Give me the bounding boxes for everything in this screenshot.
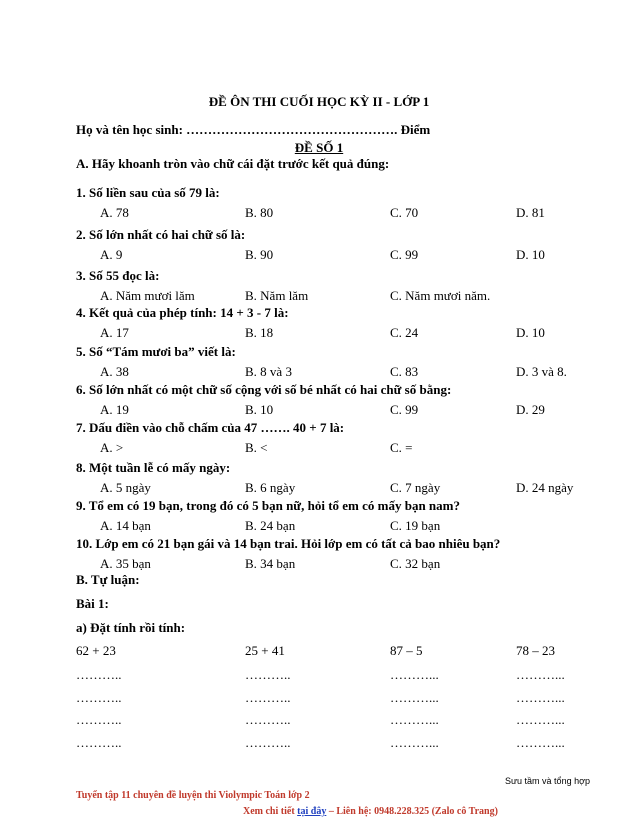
question-2: 2. Số lớn nhất có hai chữ số là:: [76, 227, 246, 242]
question-8-option-a[interactable]: A. 5 ngày: [100, 480, 151, 495]
question-2-option-a[interactable]: A. 9: [100, 247, 123, 262]
question-2-option-d[interactable]: D. 10: [516, 247, 545, 262]
work-line[interactable]: ………...: [390, 735, 439, 750]
question-8-option-d[interactable]: D. 24 ngày: [516, 480, 574, 495]
work-line[interactable]: ………..: [76, 667, 122, 682]
question-4-option-b[interactable]: B. 18: [245, 325, 274, 340]
footer-contact-text: – Liên hệ: 0948.228.325 (Zalo cô Trang): [326, 806, 498, 817]
question-4-option-a[interactable]: A. 17: [100, 325, 129, 340]
question-6-option-d[interactable]: D. 29: [516, 402, 545, 417]
work-line[interactable]: ………..: [76, 690, 122, 705]
footer-prefix: Xem chi tiết: [243, 806, 298, 817]
question-3: 3. Số 55 đọc là:: [76, 268, 160, 283]
question-9-option-a[interactable]: A. 14 bạn: [100, 518, 151, 533]
question-8: 8. Một tuần lễ có mấy ngày:: [76, 460, 231, 475]
question-5-option-c[interactable]: C. 83: [390, 364, 419, 379]
work-line[interactable]: ………...: [390, 690, 439, 705]
exam-number: ĐỀ SỐ 1: [294, 140, 344, 155]
question-8-option-b[interactable]: B. 6 ngày: [245, 480, 296, 495]
footer-collection-title: Tuyển tập 11 chuyên đề luyện thi Violympic Toán lớp 2: [76, 790, 310, 801]
question-4-option-d[interactable]: D. 10: [516, 325, 545, 340]
question-6-option-b[interactable]: B. 10: [245, 402, 274, 417]
section-b-heading: B. Tự luận:: [76, 572, 140, 587]
footer-contact: [243, 806, 498, 817]
question-9: 9. Tổ em có 19 bạn, trong đó có 5 bạn nữ, hỏi tổ em có mấy bạn nam?: [76, 498, 460, 513]
question-2-option-c[interactable]: C. 99: [390, 247, 419, 262]
work-line[interactable]: ………...: [516, 735, 565, 750]
question-7-option-b[interactable]: B. <: [245, 440, 268, 455]
calc-2: 25 + 41: [245, 643, 285, 658]
question-5: 5. Số “Tám mươi ba” viết là:: [76, 344, 236, 359]
question-1: 1. Số liền sau của số 79 là:: [76, 185, 220, 200]
question-7: 7. Dấu điền vào chỗ chấm của 47 ……. 40 + 7 là:: [76, 420, 345, 435]
question-6-option-c[interactable]: C. 99: [390, 402, 419, 417]
question-4: 4. Kết quả của phép tính: 14 + 3 - 7 là:: [76, 305, 289, 320]
question-9-option-b[interactable]: B. 24 bạn: [245, 518, 296, 533]
student-name-line: Họ và tên học sinh: …………………………………………. Điểm: [76, 122, 431, 137]
question-8-option-c[interactable]: C. 7 ngày: [390, 480, 441, 495]
footer-link[interactable]: tại đây: [297, 806, 327, 817]
section-a-heading: A. Hãy khoanh tròn vào chữ cái đặt trước kết quả đúng:: [76, 156, 390, 171]
calc-4: 78 – 23: [516, 643, 555, 658]
question-10-option-a[interactable]: A. 35 bạn: [100, 556, 151, 571]
work-line[interactable]: ………...: [516, 712, 565, 727]
question-6: 6. Số lớn nhất có một chữ số cộng với số bé nhất có hai chữ số bằng:: [76, 382, 452, 397]
question-1-option-b[interactable]: B. 80: [245, 205, 274, 220]
work-line[interactable]: ………...: [516, 690, 565, 705]
work-line[interactable]: ………...: [516, 667, 565, 682]
question-1-option-d[interactable]: D. 81: [516, 205, 545, 220]
question-5-option-d[interactable]: D. 3 và 8.: [516, 364, 567, 379]
question-7-option-c[interactable]: C. =: [390, 440, 413, 455]
calc-3: 87 – 5: [390, 643, 423, 658]
calc-1: 62 + 23: [76, 643, 116, 658]
work-line[interactable]: ………..: [245, 667, 291, 682]
exercise-1-heading: Bài 1:: [76, 596, 109, 611]
question-1-option-a[interactable]: A. 78: [100, 205, 129, 220]
work-line[interactable]: ………..: [245, 712, 291, 727]
question-5-option-a[interactable]: A. 38: [100, 364, 129, 379]
question-2-option-b[interactable]: B. 90: [245, 247, 274, 262]
question-10-option-b[interactable]: B. 34 bạn: [245, 556, 296, 571]
work-line[interactable]: ………...: [390, 712, 439, 727]
question-3-option-c[interactable]: C. Năm mươi năm.: [390, 288, 491, 303]
question-6-option-a[interactable]: A. 19: [100, 402, 129, 417]
question-7-option-a[interactable]: A. >: [100, 440, 124, 455]
question-1-option-c[interactable]: C. 70: [390, 205, 419, 220]
work-line[interactable]: ………..: [76, 735, 122, 750]
work-line[interactable]: ………..: [76, 712, 122, 727]
question-10: 10. Lớp em có 21 bạn gái và 14 bạn trai. Hỏi lớp em có tất cả bao nhiêu bạn?: [76, 536, 501, 551]
credit-note: Sưu tầm và tổng hợp: [505, 776, 590, 786]
exercise-1a-heading: a) Đặt tính rồi tính:: [76, 620, 186, 635]
question-9-option-c[interactable]: C. 19 bạn: [390, 518, 441, 533]
work-line[interactable]: ………..: [245, 735, 291, 750]
question-4-option-c[interactable]: C. 24: [390, 325, 419, 340]
page-title: ĐỀ ÔN THI CUỐI HỌC KỲ II - LỚP 1: [208, 94, 430, 109]
work-line[interactable]: ………..: [245, 690, 291, 705]
question-3-option-a[interactable]: A. Năm mươi lăm: [100, 288, 195, 303]
question-10-option-c[interactable]: C. 32 bạn: [390, 556, 441, 571]
work-line[interactable]: ………...: [390, 667, 439, 682]
question-3-option-b[interactable]: B. Năm lăm: [245, 288, 309, 303]
question-5-option-b[interactable]: B. 8 và 3: [245, 364, 292, 379]
